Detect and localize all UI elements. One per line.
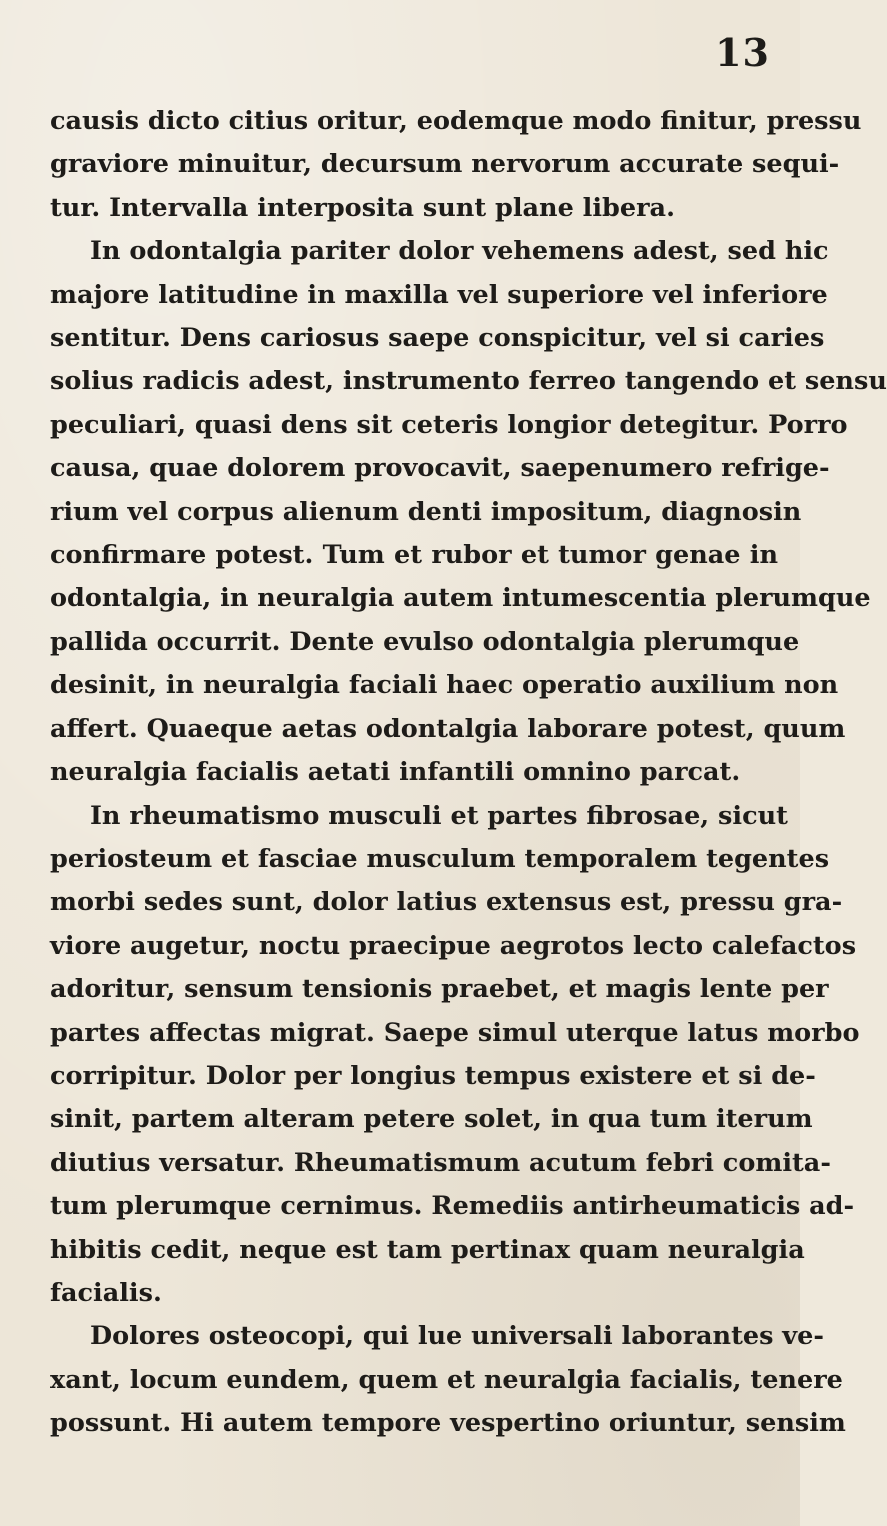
paragraph-1 bbox=[50, 100, 862, 230]
page-number: 13 bbox=[715, 30, 770, 75]
text-line: possunt. Hi autem tempore vespertino oriuntur, sensim bbox=[50, 1408, 846, 1439]
text-line: neuralgia facialis aetati infantili omnino parcat. bbox=[50, 757, 741, 788]
text-line: facialis. bbox=[50, 1277, 162, 1308]
text-line: desinit, in neuralgia faciali haec operatio auxilium non bbox=[50, 670, 839, 701]
text-line: majore latitudine in maxilla vel superiore vel inferiore bbox=[50, 279, 828, 310]
text-line: hibitis cedit, neque est tam pertinax quam neuralgia bbox=[50, 1234, 805, 1265]
text-line: rium vel corpus alienum denti impositum, diagnosin bbox=[50, 496, 802, 527]
text-line: In odontalgia pariter dolor vehemens adest, sed hic bbox=[90, 236, 829, 267]
text-line: peculiari, quasi dens sit ceteris longior detegitur. Porro bbox=[50, 409, 848, 440]
paragraph-2 bbox=[50, 230, 887, 794]
text-line: sinit, partem alteram petere solet, in qua tum iterum bbox=[50, 1104, 813, 1135]
text-line: partes affectas migrat. Saepe simul uterque latus morbo bbox=[50, 1017, 860, 1048]
text-line: confirmare potest. Tum et rubor et tumor genae in bbox=[50, 540, 778, 571]
paragraph-3 bbox=[50, 795, 860, 1316]
text-line: graviore minuitur, decursum nervorum accurate sequi- bbox=[50, 149, 840, 180]
body-text bbox=[50, 100, 887, 1446]
text-line: pallida occurrit. Dente evulso odontalgia plerumque bbox=[50, 626, 800, 657]
text-line: odontalgia, in neuralgia autem intumescentia plerumque bbox=[50, 583, 871, 614]
text-line: causa, quae dolorem provocavit, saepenumero refrige- bbox=[50, 453, 830, 484]
text-line: corripitur. Dolor per longius tempus existere et si de- bbox=[50, 1060, 816, 1091]
text-line: causis dicto citius oritur, eodemque modo finitur, pressu bbox=[50, 106, 862, 136]
text-line: adoritur, sensum tensionis praebet, et magis lente per bbox=[50, 974, 829, 1005]
text-line: tum plerumque cernimus. Remediis antirheumaticis ad- bbox=[50, 1191, 855, 1222]
text-line: periosteum et fasciae musculum temporalem tegentes bbox=[50, 843, 830, 874]
text-line: diutius versatur. Rheumatismum acutum febri comita- bbox=[50, 1147, 831, 1178]
text-line: morbi sedes sunt, dolor latius extensus est, pressu gra- bbox=[50, 887, 843, 918]
paragraph-4 bbox=[50, 1315, 846, 1445]
text-line: In rheumatismo musculi et partes fibrosae, sicut bbox=[90, 800, 788, 831]
text-line: xant, locum eundem, quem et neuralgia facialis, tenere bbox=[50, 1364, 843, 1395]
text-line: affert. Quaeque aetas odontalgia laborare potest, quum bbox=[50, 713, 846, 744]
text-line: viore augetur, noctu praecipue aegrotos lecto calefactos bbox=[50, 930, 857, 961]
text-line: sentitur. Dens cariosus saepe conspicitur, vel si caries bbox=[50, 323, 825, 354]
text-line: Dolores osteocopi, qui lue universali laborantes ve- bbox=[90, 1321, 824, 1352]
text-line: tur. Intervalla interposita sunt plane libera. bbox=[50, 192, 675, 223]
text-line: solius radicis adest, instrumento ferreo tangendo et sensu bbox=[50, 366, 887, 397]
